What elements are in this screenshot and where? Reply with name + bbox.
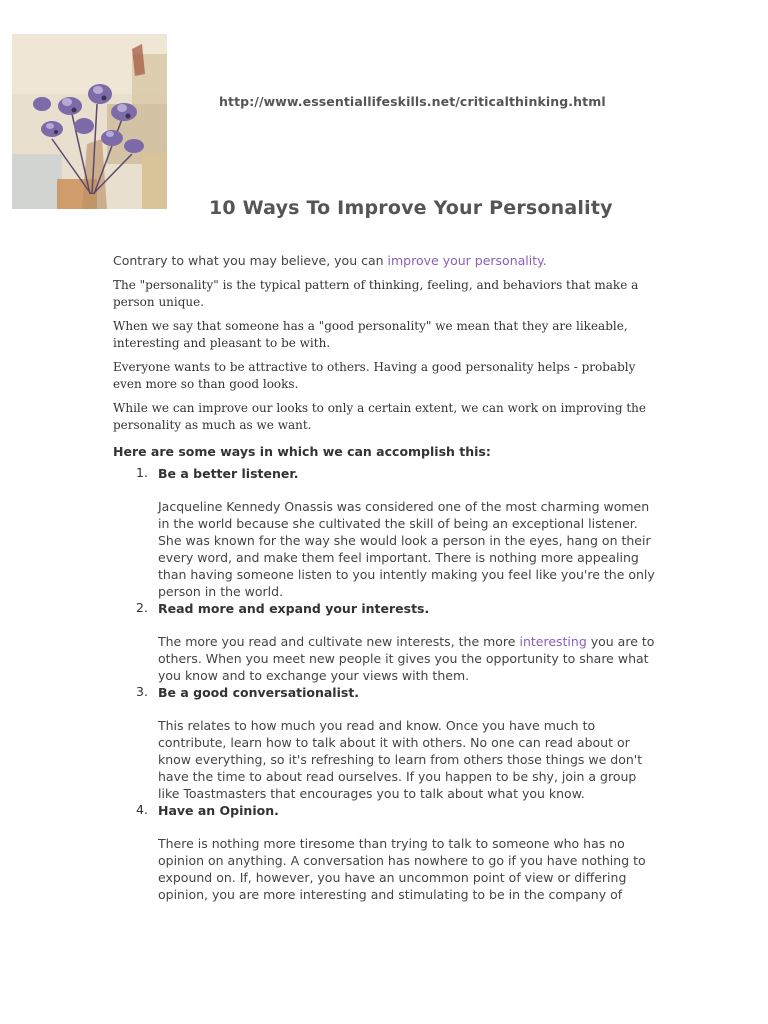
ways-list: [113, 465, 661, 903]
flower-painting-image: [12, 34, 167, 209]
intro-lead-text: Contrary to what you may believe, you can: [113, 253, 388, 268]
way-title: Have an Opinion.: [158, 803, 279, 818]
way-body: Jacqueline Kennedy Onassis was considered one of the most charming women in the world because she cultivated the skill of being an exceptional listener. She was known for the way she would look a person in the eyes, hang on their every word, and make them feel important. There is nothing more appealing than having someone listen to you intently making you feel like you're the only person in the world.: [158, 499, 655, 599]
item-number: 4.: [136, 802, 148, 817]
list-item: [136, 684, 661, 802]
way-title: Be a good conversationalist.: [158, 685, 360, 700]
source-url[interactable]: http://www.essentiallifeskills.net/criticalthinking.html: [219, 94, 606, 109]
list-item: [136, 465, 661, 600]
way-body-text: you are to others. When you meet new people it gives you the opportunity to share what you know and to exchange your views with them.: [158, 634, 655, 683]
way-body: [158, 633, 658, 684]
item-number: 2.: [136, 600, 148, 615]
way-title: Be a better listener.: [158, 466, 299, 481]
intro-lead: [113, 252, 661, 269]
way-body: This relates to how much you read and know. Once you have much to contribute, learn how to talk about it with others. No one can read about or know everything, so it's refreshing to learn from others those things we don't have the time to about read ourselves. If you happen to be shy, join a group like Toastmasters that encourages you to talk about what you know.: [158, 718, 643, 801]
page-title: 10 Ways To Improve Your Personality: [209, 197, 613, 219]
way-body: There is nothing more tiresome than trying to talk to someone who has no opinion on anything. A conversation has nowhere to go if you have nothing to expound on. If, however, you have an uncommon point of view or differing opinion, you are more interesting and stimulating to be in the company of: [158, 836, 646, 902]
improve-personality-link[interactable]: improve your personality.: [387, 253, 547, 268]
item-number: 3.: [136, 684, 148, 699]
article-body: [113, 252, 661, 903]
intro-paragraph: The "personality" is the typical pattern of thinking, feeling, and behaviors that make a person unique.: [113, 278, 639, 309]
list-item: [136, 600, 661, 684]
intro-paragraph: Everyone wants to be attractive to others. Having a good personality helps - probably even more so than good looks.: [113, 360, 636, 391]
way-title: Read more and expand your interests.: [158, 601, 430, 616]
item-number: 1.: [136, 465, 148, 480]
interesting-link[interactable]: interesting: [519, 634, 587, 649]
intro-paragraph: While we can improve our looks to only a certain extent, we can work on improving the personality as much as we want.: [113, 401, 646, 432]
list-item: [136, 802, 661, 903]
intro-paragraph: When we say that someone has a "good personality" we mean that they are likeable, interesting and pleasant to be with.: [113, 319, 628, 350]
way-body-text: The more you read and cultivate new interests, the more: [158, 634, 520, 649]
ways-heading: Here are some ways in which we can accomplish this:: [113, 444, 491, 459]
